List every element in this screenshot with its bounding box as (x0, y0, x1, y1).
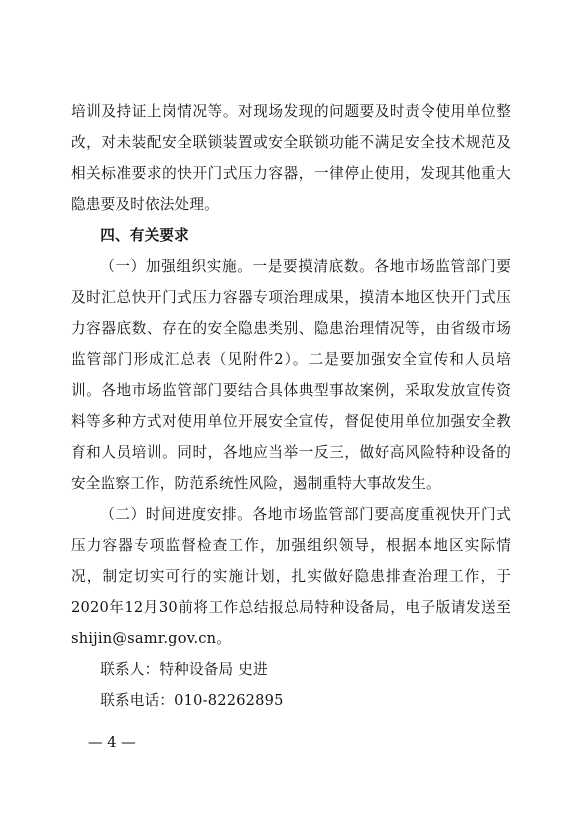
paragraph-schedule: （二）时间进度安排。各地市场监管部门要高度重视快开门式压力容器专项监督检查工作，加强组织领导，根据本地区实际情况，制定切实可行的实施计划，扎实做好隐患排查治理工作，于2020年12月30前将工作总结报总局特种设备局，电子版请发送至shijin@samr.gov.cn。 (71, 506, 511, 647)
paragraph-inspection-rectification: 培训及持证上岗情况等。对现场发现的问题要及时责令使用单位整改，对未装配安全联锁装置或安全联锁功能不满足安全技术规范及相关标准要求的快开门式压力容器，一律停止使用，发现其他重大隐患要及时依法处理。 (71, 103, 511, 213)
page-number: — 4 — (88, 734, 136, 751)
contact-phone: 联系电话：010-82262895 (100, 692, 284, 709)
body-text (71, 96, 511, 716)
section-heading-requirements: 四、有关要求 (100, 227, 189, 244)
contact-person: 联系人：特种设备局 史进 (100, 661, 268, 678)
paragraph-organization: （一）加强组织实施。一是要摸清底数。各地市场监管部门要及时汇总快开门式压力容器专项治理成果，摸清本地区快开门式压力容器底数、存在的安全隐患类别、隐患治理情况等，由省级市场监管部门形成汇总表（见附件2）。二是要加强安全宣传和人员培训。各地市场监管部门要结合具体典型事故案例，采取发放宣传资料等多种方式对使用单位开展安全宣传，督促使用单位加强安全教育和人员培训。同时，各地应当举一反三，做好高风险特种设备的安全监察工作，防范系统性风险，遏制重特大事故发生。 (71, 258, 511, 492)
